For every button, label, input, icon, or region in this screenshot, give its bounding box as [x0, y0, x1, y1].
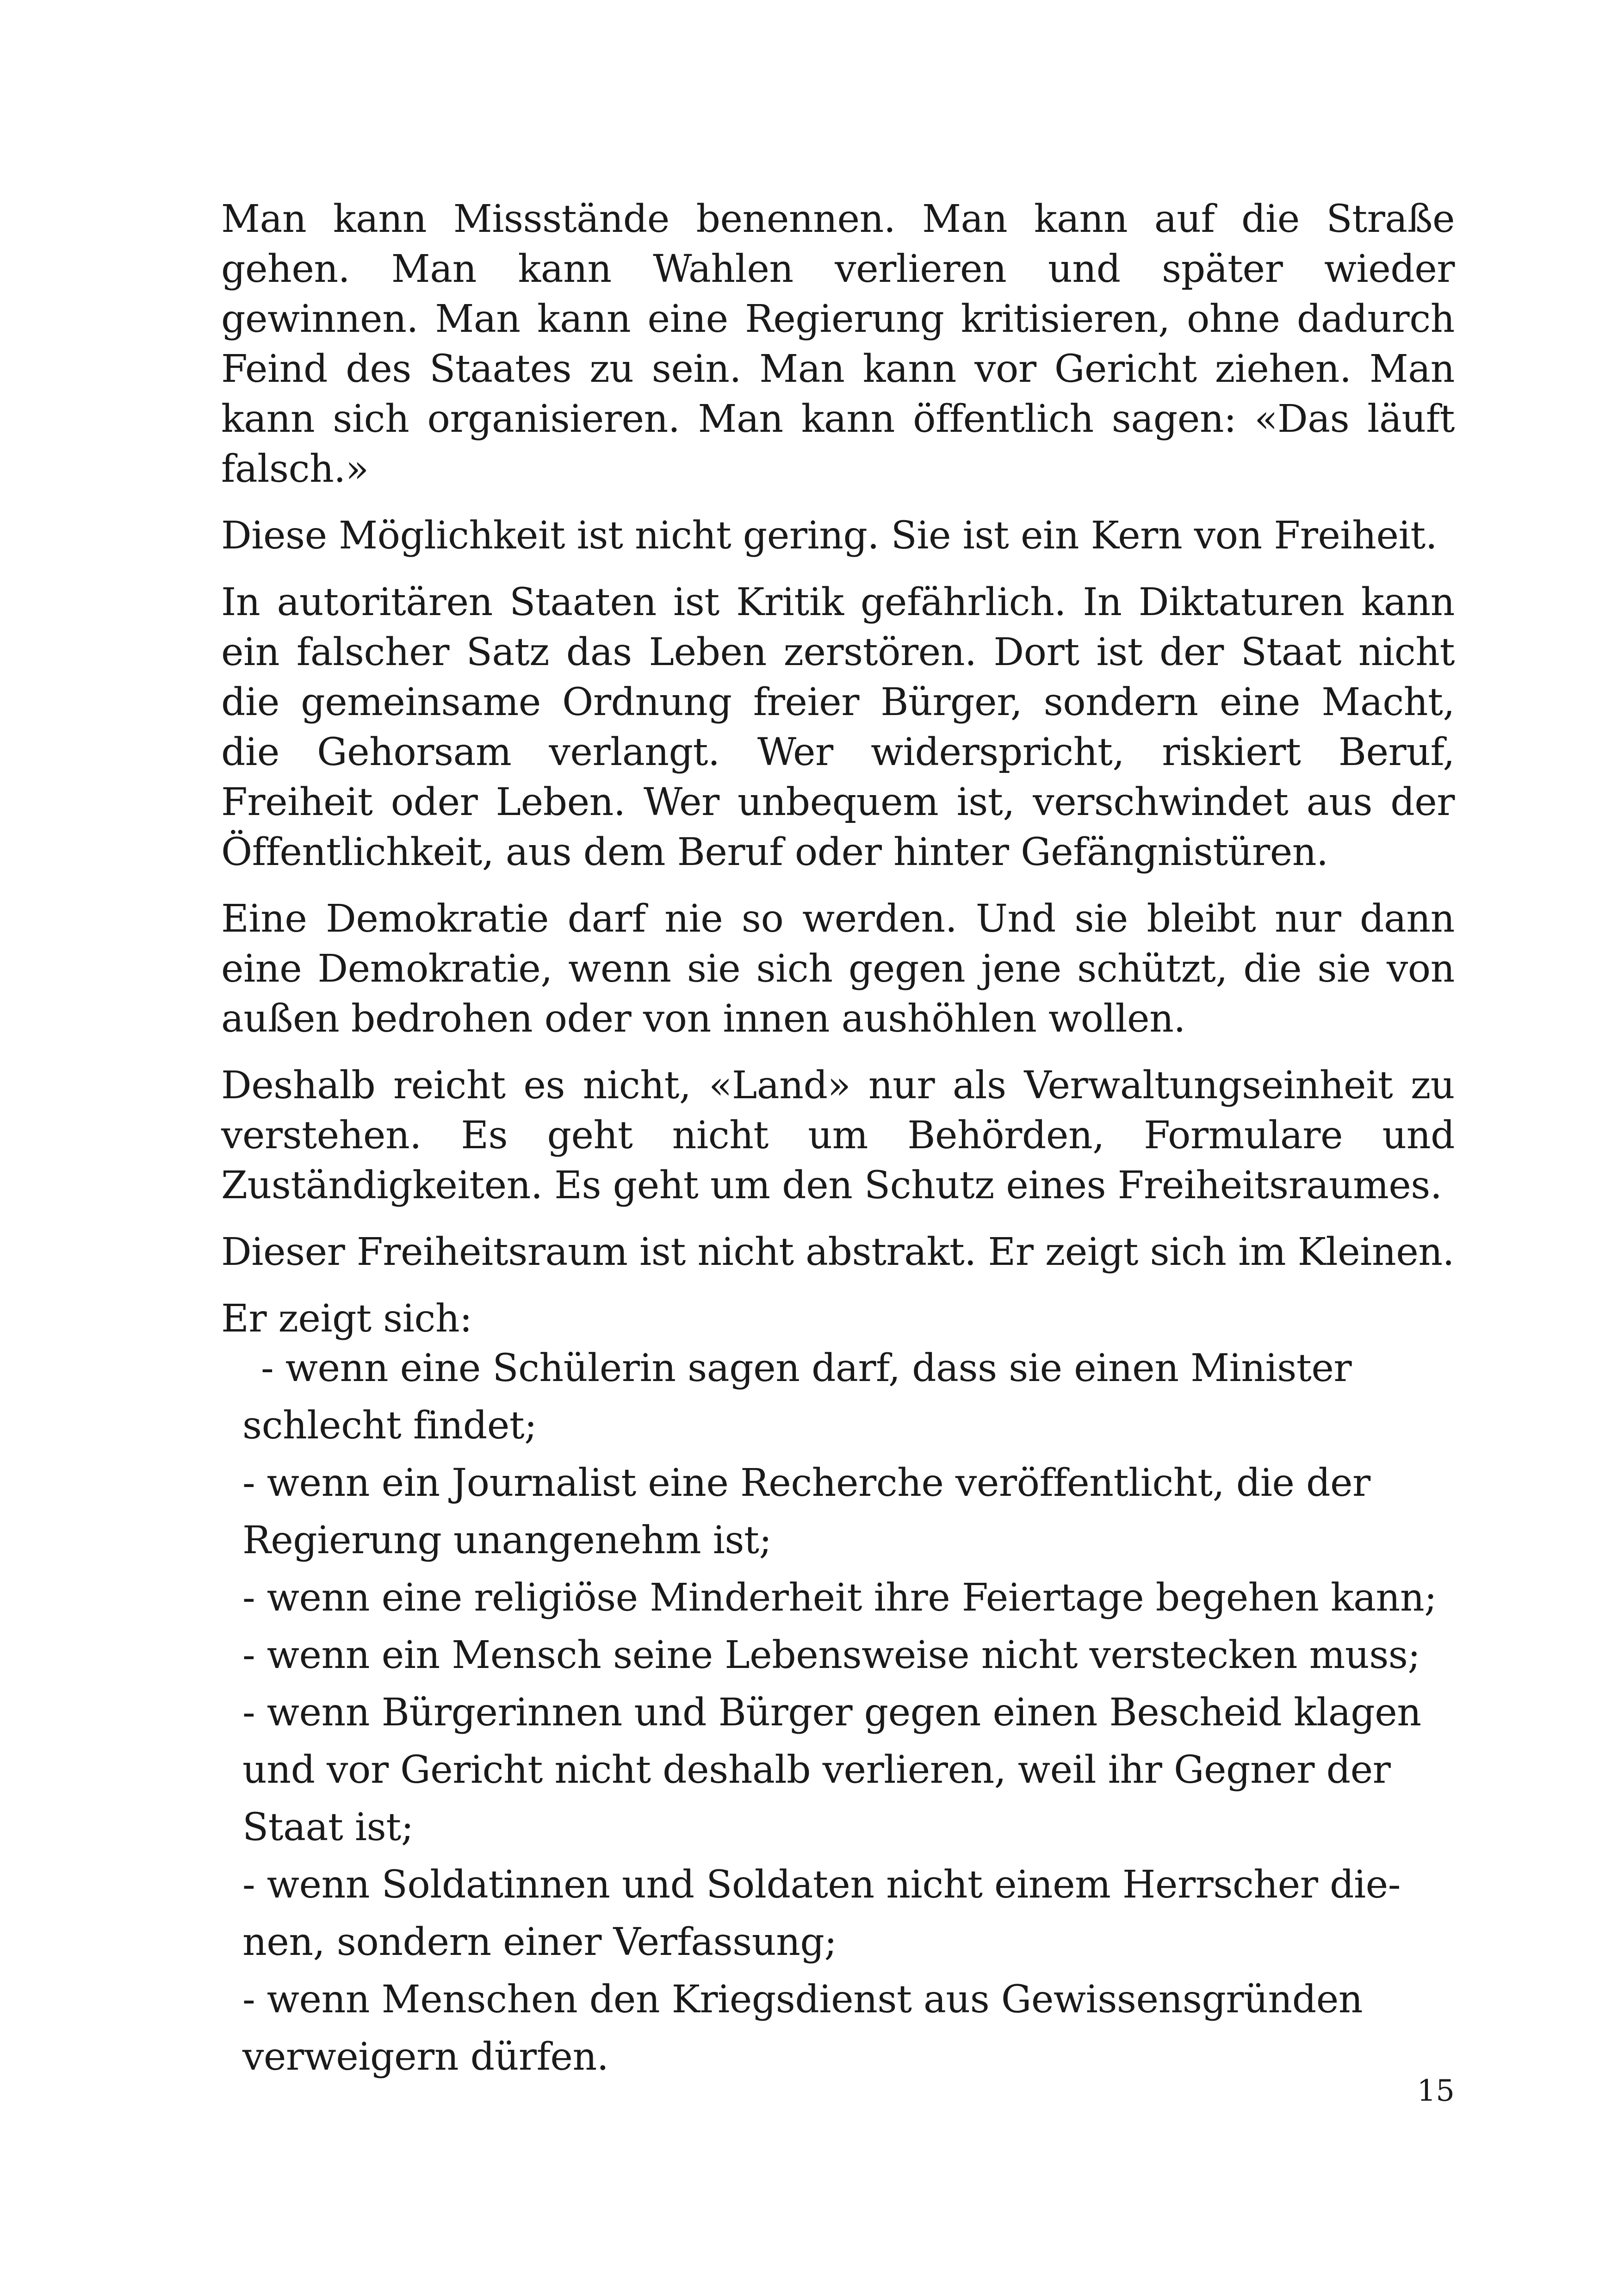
paragraph-6: Dieser Freiheitsraum ist nicht abstrakt. Er zeigt sich im Kleinen. [221, 1230, 1455, 1274]
paragraph-1: Man kann Missstände benennen. Man kann auf die Straße gehen. Man kann Wahlen verlieren und später wieder gewinnen. Man kann eine Regierung kritisieren, ohne dadurch Feind des Staates zu sein. Man kann vor Gericht ziehen. Man kann sich organisieren. Man kann öffentlich sagen: «Das läuft falsch.» [221, 197, 1455, 491]
paragraph-4: Eine Demokratie darf nie so werden. Und sie bleibt nur dann eine Demokratie, wenn sie sich gegen jene schützt, die sie von außen bedrohen oder von innen aushöhlen wollen. [221, 897, 1455, 1041]
list-item: - wenn eine Schülerin sagen darf, dass sie einen Minister schlecht findet; [242, 1346, 1352, 1448]
list-item: - wenn Bürgerinnen und Bürger gegen einen Bescheid klagen und vor Gericht nicht deshalb verlieren, weil ihr Gegner der Staat ist; [242, 1691, 1421, 1849]
page-number: 15 [1417, 2074, 1455, 2108]
list-item: - wenn Soldatinnen und Soldaten nicht einem Herrscher dienen, sondern einer Verfassung; [242, 1863, 1401, 1964]
paragraph-2: Diese Möglichkeit ist nicht gering. Sie ist ein Kern von Freiheit. [221, 514, 1438, 558]
paragraph-5: Deshalb reicht es nicht, «Land» nur als Verwaltungseinheit zu verstehen. Es geht nicht um Behörden, Formulare und Zuständigkeiten. Es geht um den Schutz eines Freiheitsraumes. [221, 1064, 1455, 1207]
list-item: - wenn ein Journalist eine Recherche veröffentlicht, die der Regierung unangenehm ist; [242, 1461, 1370, 1562]
paragraph-3: In autoritären Staaten ist Kritik gefährlich. In Diktaturen kann ein falscher Satz das Leben zerstören. Dort ist der Staat nicht die gemeinsame Ordnung freier Bürger, sondern eine Macht, die Gehorsam verlangt. Wer widerspricht, riskiert Beruf, Freiheit oder Leben. Wer unbequem ist, verschwindet aus der Öffentlichkeit, aus dem Beruf oder hinter Gefängnistüren. [221, 580, 1455, 874]
body-text [221, 194, 1455, 1367]
list-item: - wenn ein Mensch seine Lebensweise nicht verstecken muss; [242, 1633, 1420, 1677]
list-item: - wenn eine religiöse Minderheit ihre Feiertage begehen kann; [242, 1576, 1437, 1620]
list-item: - wenn Menschen den Kriegsdienst aus Gewissensgründen verweigern dürfen. [242, 1978, 1363, 2079]
list-intro: Er zeigt sich: [221, 1297, 472, 1341]
freedom-examples-list [242, 1340, 1445, 2086]
